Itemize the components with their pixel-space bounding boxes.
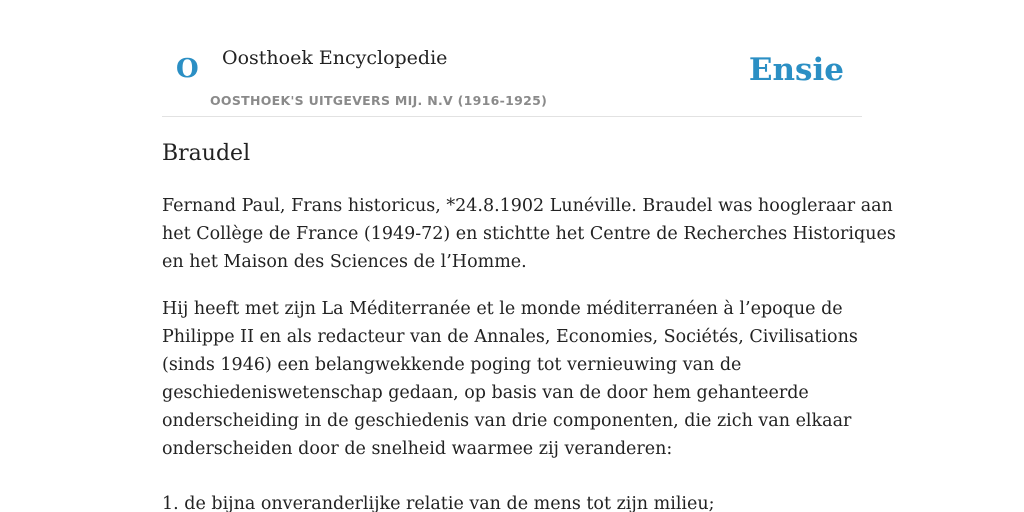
paragraph-line: en het Maison des Sciences de l’Homme. xyxy=(162,252,527,272)
paragraph-line: het Collège de France (1949-72) en stichtte het Centre de Recherches Historiques xyxy=(162,224,896,244)
paragraph-line: onderscheiding in de geschiedenis van drie componenten, die zich van elkaar xyxy=(162,411,852,431)
paragraph-line: (sinds 1946) een belangwekkende poging tot vernieuwing van de xyxy=(162,355,742,375)
paragraph-line: Philippe II en als redacteur van de Annales, Economies, Sociétés, Civilisations xyxy=(162,327,858,347)
site-header xyxy=(162,0,862,117)
component-list xyxy=(162,490,862,512)
article-title: Braudel xyxy=(162,141,251,166)
logo-icon[interactable]: O xyxy=(176,54,199,84)
article-paragraph-2 xyxy=(162,295,862,463)
paragraph-line: Fernand Paul, Frans historicus, *24.8.1902 Lunéville. Braudel was hoogleraar aan xyxy=(162,196,893,216)
encyclopedia-title[interactable]: Oosthoek Encyclopedie xyxy=(222,47,448,69)
paragraph-line: onderscheiden door de snelheid waarmee zij veranderen: xyxy=(162,439,673,459)
paragraph-line: Hij heeft met zijn La Méditerranée et le monde méditerranéen à l’epoque de xyxy=(162,299,843,319)
publisher-label: OOSTHOEK'S UITGEVERS MIJ. N.V (1916-1925) xyxy=(210,93,548,108)
paragraph-line: geschiedeniswetenschap gedaan, op basis van de door hem gehanteerde xyxy=(162,383,809,403)
list-item: 1. de bijna onveranderlijke relatie van de mens tot zijn milieu; xyxy=(162,494,715,512)
brand-logo-link[interactable]: Ensie xyxy=(748,52,844,88)
article-paragraph-1 xyxy=(162,192,896,276)
